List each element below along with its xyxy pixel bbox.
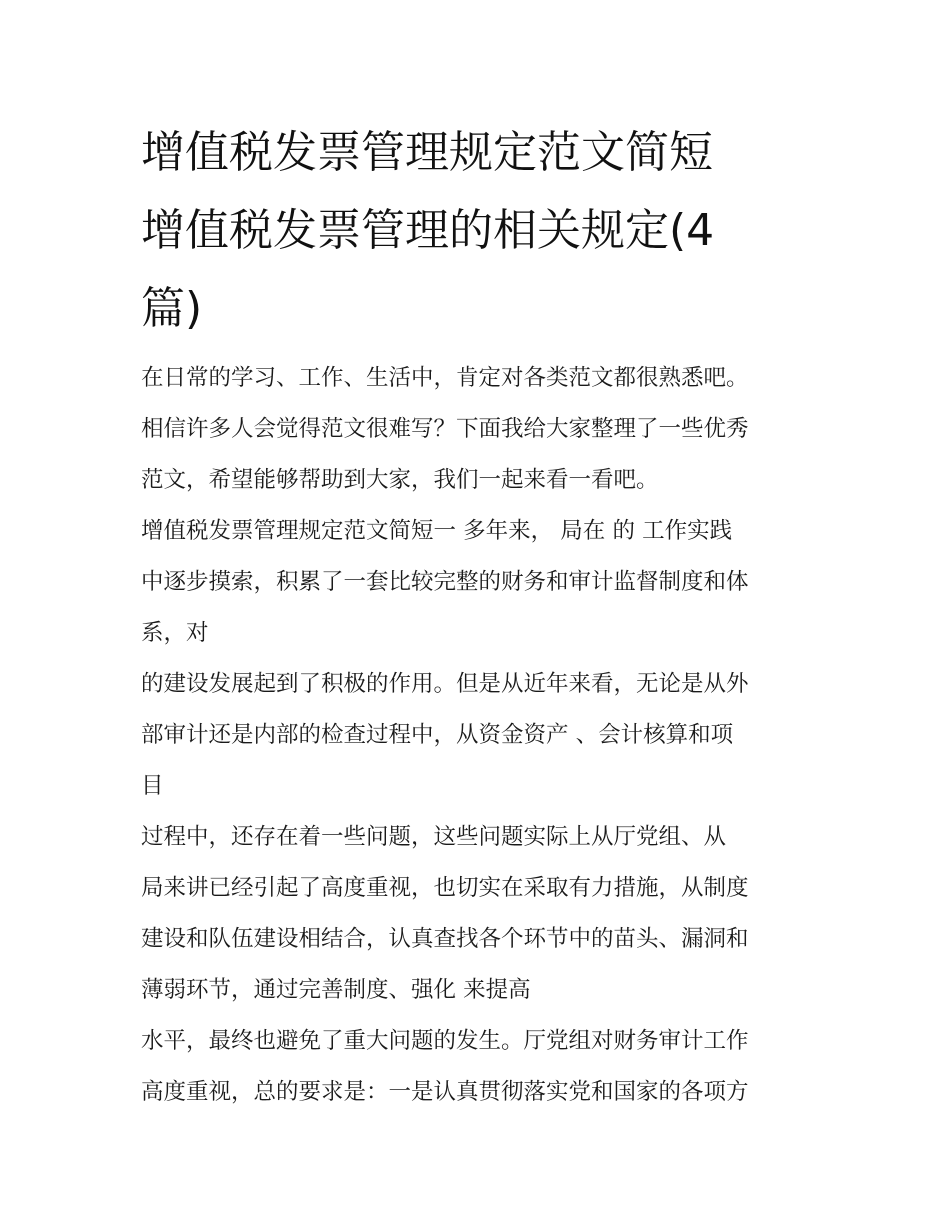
title-line: 增值税发票管理的相关规定(4 bbox=[141, 205, 715, 256]
body-line: 建设和队伍建设相结合，认真查找各个环节中的苗头、漏洞和 bbox=[141, 926, 749, 952]
document-body bbox=[141, 353, 821, 1118]
body-line: 水平，最终也避免了重大问题的发生。厅党组对财务审计工作 bbox=[141, 1028, 749, 1054]
body-line: 目 bbox=[141, 773, 164, 799]
title-line: 增值税发票管理规定范文简短 bbox=[141, 127, 713, 178]
body-line: 系，对 bbox=[141, 620, 209, 646]
body-line: 增值税发票管理规定范文简短一 多年来， 局在 的 工作实践 bbox=[141, 518, 733, 544]
body-line: 中逐步摸索，积累了一套比较完整的财务和审计监督制度和体 bbox=[141, 569, 749, 595]
body-line: 的建设发展起到了积极的作用。但是从近年来看，无论是从外 bbox=[141, 671, 749, 697]
body-line: 局来讲已经引起了高度重视，也切实在采取有力措施，从制度 bbox=[141, 875, 749, 901]
body-line: 范文，希望能够帮助到大家，我们一起来看一看吧。 bbox=[141, 467, 659, 493]
body-line: 部审计还是内部的检查过程中，从资金资产 、会计核算和项 bbox=[141, 722, 734, 748]
body-line: 高度重视，总的要求是：一是认真贯彻落实党和国家的各项方 bbox=[141, 1079, 749, 1105]
body-line: 相信许多人会觉得范文很难写？下面我给大家整理了一些优秀 bbox=[141, 416, 749, 442]
document-title bbox=[141, 114, 811, 348]
body-line: 在日常的学习、工作、生活中，肯定对各类范文都很熟悉吧。 bbox=[141, 365, 749, 391]
title-line: 篇) bbox=[141, 283, 203, 334]
body-line: 过程中，还存在着一些问题，这些问题实际上从厅党组、从 bbox=[141, 824, 727, 850]
body-line: 薄弱环节，通过完善制度、强化 来提高 bbox=[141, 977, 531, 1003]
